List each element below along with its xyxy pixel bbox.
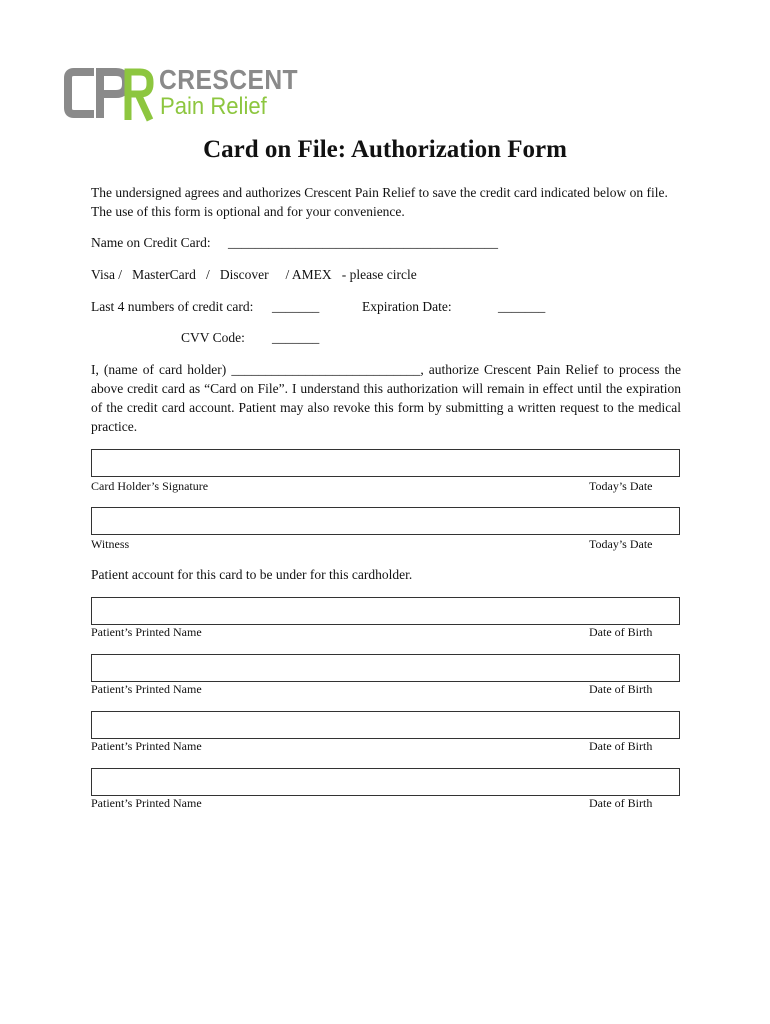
witness-date-label: Today’s Date [589,537,653,551]
patient-name-field-2[interactable] [91,654,680,682]
patient-name-label-2: Patient’s Printed Name [91,682,202,696]
logo-word-crescent: CRESCENT [159,64,299,95]
expiration-label: Expiration Date: [362,299,452,314]
card-type-options[interactable]: Visa / MasterCard / Discover / AMEX - please circle [91,267,417,282]
cpr-logo-mark [62,64,157,124]
signature-date-label: Today’s Date [589,479,653,493]
patient-dob-label-2: Date of Birth [589,682,653,696]
authorization-paragraph: I, (name of card holder) ____________________________, authorize Crescent Pain Relief to process the above credit card as “Card on File”. I understand this authorization will remain in effect until the expiration of the credit card account. Patient may also revoke this form by submitting a written request to the medical practice. [91,362,681,434]
name-on-card-blank[interactable]: ________________________________________ [228,235,498,250]
intro-paragraph: The undersigned agrees and authorizes Crescent Pain Relief to save the credit card indicated below on file. The use of this form is optional and for your convenience. [91,185,668,219]
page-title: Card on File: Authorization Form [203,136,567,163]
company-logo [62,64,299,124]
patient-dob-label-1: Date of Birth [589,625,653,639]
cvv-blank[interactable]: _______ [272,330,320,345]
cardholder-signature-field[interactable] [91,449,680,477]
patient-name-label-1: Patient’s Printed Name [91,625,202,639]
patient-account-instruction: Patient account for this card to be under for this cardholder. [91,567,413,582]
last4-label: Last 4 numbers of credit card: [91,299,254,314]
cvv-label: CVV Code: [181,330,245,345]
last4-blank[interactable]: _______ [272,299,320,314]
witness-label: Witness [91,537,130,551]
patient-dob-label-3: Date of Birth [589,739,653,753]
patient-name-field-1[interactable] [91,597,680,625]
name-on-card-label: Name on Credit Card: [91,235,211,250]
patient-name-field-4[interactable] [91,768,680,796]
patient-name-label-4: Patient’s Printed Name [91,796,202,810]
logo-word-pain-relief: Pain Relief [160,93,267,120]
expiration-blank[interactable]: _______ [498,299,546,314]
patient-name-field-3[interactable] [91,711,680,739]
cardholder-signature-label: Card Holder’s Signature [91,479,209,493]
patient-dob-label-4: Date of Birth [589,796,653,810]
witness-field[interactable] [91,507,680,535]
patient-name-label-3: Patient’s Printed Name [91,739,202,753]
